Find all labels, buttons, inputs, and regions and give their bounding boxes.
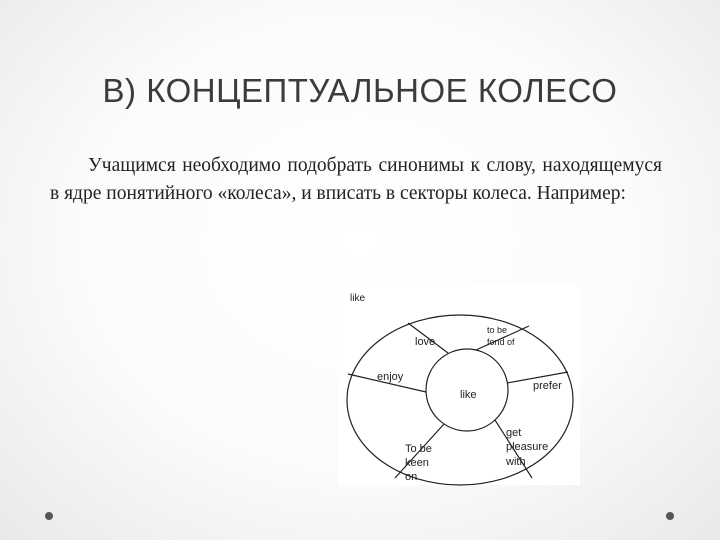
sector-fond-line1: to be [487, 325, 508, 335]
sector-pleasure-line2: pleasure [506, 441, 549, 453]
slide-title: В) КОНЦЕПТУАЛЬНОЕ КОЛЕСО [102, 72, 618, 109]
decorative-dot-left [45, 512, 53, 520]
sector-fond-line2: fond of [487, 337, 515, 347]
sector-keen-line1: To be [405, 443, 432, 455]
sector-love: love [415, 336, 436, 348]
decorative-dot-right [666, 512, 674, 520]
sector-keen-line2: keen [405, 457, 429, 469]
slide-paragraph: Учащимся необходимо подобрать синонимы к слову, находящемуся в ядре понятийного «колеса», и вписать в секторы колеса. Например: [50, 155, 662, 204]
sector-pleasure-line3: with [506, 456, 526, 468]
sector-keen-line3: on [405, 471, 418, 483]
wheel-caption: like [350, 293, 366, 304]
core-label: like [460, 389, 477, 401]
sector-prefer: prefer [533, 380, 562, 392]
sector-enjoy: enjoy [377, 371, 404, 383]
sector-pleasure-line1: get [506, 427, 522, 439]
